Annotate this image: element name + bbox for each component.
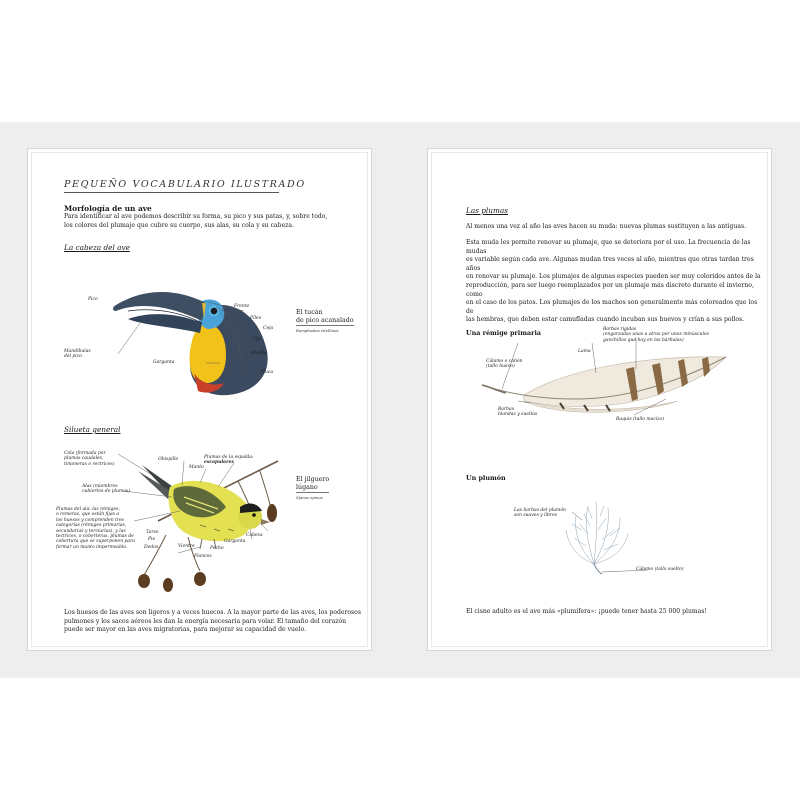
feathers-subtitle: Las plumas [466,206,508,215]
label-calamo-plumon: Cálamo (tallo suelto) [636,567,684,572]
head-subtitle: La cabeza del ave [64,243,130,252]
label-ojo: Ojo [253,337,261,342]
label-pecho: Pecho [210,546,224,551]
label-mandibulas: Mandíbulas del pico [64,349,91,360]
plumon-heading: Un plumón [466,474,506,482]
remige-heading: Una rémige primaria [466,329,542,337]
label-dedos: Dedos [144,545,159,550]
cone [267,504,277,522]
label-pie: Pie [148,537,156,542]
toucan-lower-bill [128,314,202,333]
toucan-throat [190,324,227,383]
toucan-latin-name: Ramphastos vitellinus [296,325,354,335]
feathers-para-2: Esta muda les permite renovar su plumaje, que se deteriora por el uso. La frecuencia de las mudas es variable según cada ave. Algunas mudan tres veces al año, mientras que otras tardan tres años en renovar su plumaje. Los plumajes de algunas especies pueden ser muy coloridos antes de la reproducción, para ser luego reemplazados por un plumaje más discreto durante el invierno, como en el caso de los patos. Los plumajes de los machos son generalmente más coloreados que los de las hembras, que deben estar camufladas cuando incuban sus huevos y crían a sus pollos. [466,239,761,324]
cone [138,574,150,588]
label-alas: Alas (miembros cubiertos de plumas) [82,484,131,495]
footer-fact: El cisne adulto es el ave más «plumífera»: ¡puede tener hasta 25 000 plumas! [466,608,707,615]
bottom-text: Los huesos de las aves son ligeros y a veces huecos. A la mayor parte de las aves, los poderosos pulmones y los sacos aéreos les dan la energía necesaria para volar. El tamaño del corazón puede ser mayor en las aves migratorias, para mejorar su capacidad de vuelo. [64,609,361,634]
intro-line-2: los colores del plumaje que cubre su cuerpo, sus alas, su cola y su cabeza. [64,221,294,229]
label-nuca: Nuca [261,370,274,375]
finch-latin-name: Spinus spinus [296,492,329,502]
label-garganta: Garganta [153,360,175,365]
finch-beak [261,519,270,525]
down-calamus [594,564,602,574]
toucan-eye [211,308,217,314]
label-barbas-plumon: Las barbas del plumón son suaves y libres [514,508,566,519]
label-calamo: Cálamo o cañón (tallo hueco) [486,359,523,370]
label-pico: Pico [88,297,98,302]
label-raquis: Raquis (tallo macizo) [616,417,665,422]
cone [163,578,173,592]
right-page [427,148,772,651]
label-frente: Frente [234,304,250,309]
cone [194,572,206,586]
label-escapulares: Plumas de la espalda: escapulares [204,455,254,466]
label-manto: Manto [189,465,204,470]
label-mejilla: Mejilla [251,351,267,356]
page-title: PEQUEÑO VOCABULARIO ILUSTRADO [64,179,306,190]
label-vientre: Vientre [178,544,195,549]
down-feather-illustration [558,494,678,574]
toucan-caption: El tucán de pico acanalado Ramphastos vitellinus [296,309,354,333]
section-heading: Morfología de un ave [64,204,152,213]
title-underline [64,192,279,193]
silhouette-subtitle: Silueta general [64,425,121,434]
label-plumas-ala: Plumas del ala: las rémiges, o remeras, que están fijas a los huesos y comprenden tres categorías (rémiges primarias, secundarias y terciarias), y las tectrices, o coberteras, plumas de cobertura que se superponen para formar un manto impermeable. [56,507,135,550]
label-cola: Cola (formada por plumas caudales, timoneras o rectrices) [64,451,115,467]
intro-text [64,213,364,230]
label-cabeza: Cabeza [246,533,263,538]
down-barbs [566,502,628,564]
label-barbas-rigidas: Barbas rígidas (engarzadas unas a otras por unos minúsculos ganchillos que hay en las bárbulas) [603,327,709,343]
calamus [482,385,506,393]
left-page [27,148,372,651]
label-garganta-finch: Garganta [224,539,246,544]
label-tarso: Tarso [146,530,159,535]
label-obispillo: Obispillo [158,457,179,462]
label-ceja: Ceja [263,326,274,331]
intro-line-1: Para identificar al ave podemos describir su forma, su pico y sus patas, y, sobre todo, [64,213,328,220]
feather-vane [524,357,726,407]
finch-caption: El jilguero lúgano Spinus spinus [296,476,330,500]
feathers-para-1: Al menos una vez al año las aves hacen su muda: nuevas plumas sustituyen a las antiguas. [466,223,747,230]
label-barbas-blandas: Barbas blandas y sueltas [498,407,538,418]
toucan-illustration [98,267,318,397]
label-flancos: Flancos [194,554,212,559]
label-lama: Lama [578,349,591,354]
label-pileo: Píleo [250,316,262,321]
